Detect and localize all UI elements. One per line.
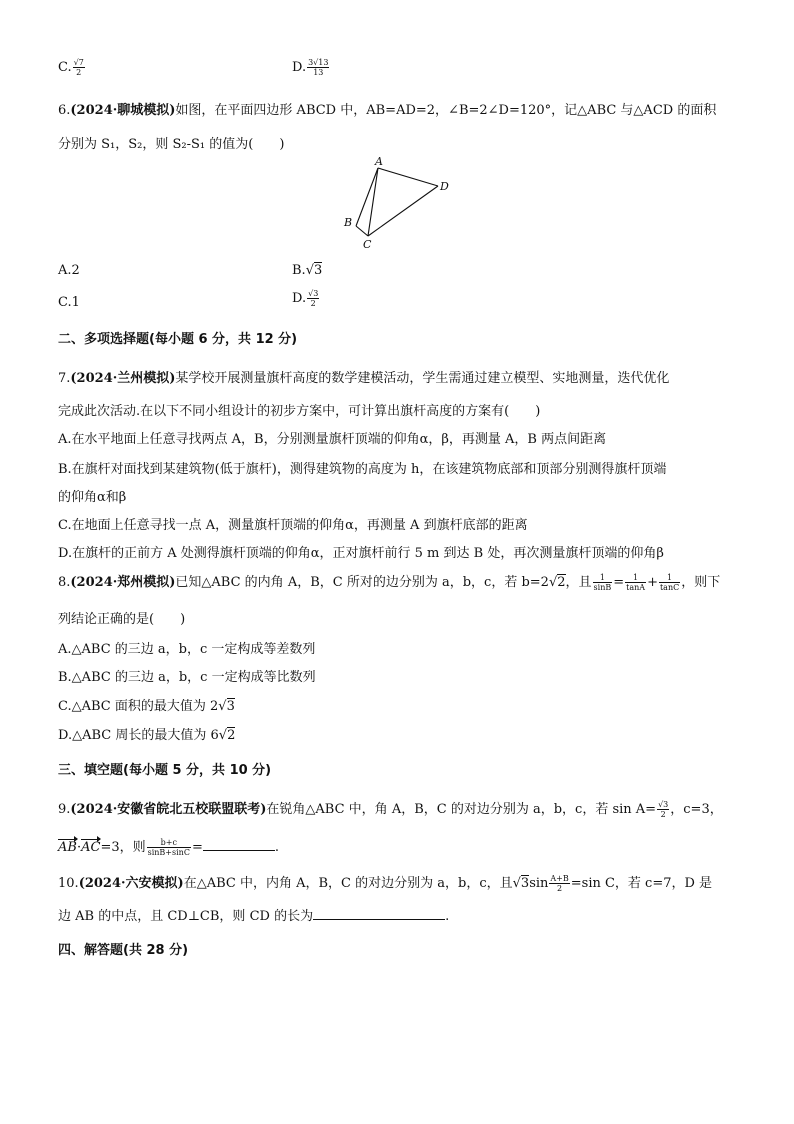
q10-answer-blank[interactable] [313, 908, 445, 920]
q7-option-b: B.在旗杆对面找到某建筑物(低于旗杆)，测得建筑物的高度为 h，在该建筑物底部和顶部分别测得旗杆顶端 [58, 462, 667, 477]
q10-line1: 10.(2024·六安模拟)在△ABC 中，内角 A，B，C 的对边分别为 a，b，c，且√3sin $\frac{A+B}{2}$ =sin C，若 c=7，D 是 [58, 874, 713, 893]
q8-option-c: C.△ABC 面积的最大值为 2√3 [58, 699, 235, 714]
label-a: A [375, 155, 383, 168]
q5-option-d: D. $\frac{3√13}{13}$ [292, 58, 329, 77]
q5-option-c: C. $\frac{√7}{2}$ [58, 58, 84, 77]
q6-quadrilateral-figure [340, 154, 460, 252]
label-d: D [440, 180, 449, 193]
q7-line2: 完成此次活动.在以下不同小组设计的初步方案中，可计算出旗杆高度的方案有( ) [58, 404, 541, 419]
q9-line2: AB·AC=3，则 $\frac{b+c}{\sin B+\sin C}$ = . [58, 838, 279, 857]
q6-option-b: B.√3 [292, 263, 323, 278]
q6-source: (2024·聊城模拟) [70, 103, 176, 118]
q9-line1: 9.(2024·安徽省皖北五校联盟联考)在锐角△ABC 中，角 A，B，C 的对边分别为 a，b，c，若 sin A= $\frac{√3}{2}$ ，c=3， [58, 800, 723, 819]
q8-option-b: B.△ABC 的三边 a，b，c 一定构成等比数列 [58, 670, 316, 685]
section-heading-multiple-choice: 二、多项选择题(每小题 6 分，共 12 分) [58, 332, 298, 347]
q7-option-c: C.在地面上任意寻找一点 A，测量旗杆顶端的仰角α，再测量 A 到旗杆底部的距离 [58, 518, 528, 533]
q8-option-a: A.△ABC 的三边 a，b，c 一定构成等差数列 [58, 642, 316, 657]
label-b: B [344, 216, 353, 229]
q7-option-a: A.在水平地面上任意寻找两点 A，B，分别测量旗杆顶端的仰角α，β，再测量 A，B 两点间距离 [58, 432, 607, 447]
q10-line2: 边 AB 的中点，且 CD⊥CB，则 CD 的长为 . [58, 909, 450, 924]
q9-answer-blank[interactable] [203, 839, 275, 851]
q6-option-c: C.1 [58, 295, 80, 310]
q7-source: (2024·兰州模拟) [70, 371, 176, 386]
q8-line2: 列结论正确的是( ) [58, 612, 186, 627]
q9-source: (2024·安徽省皖北五校联盟联考) [70, 802, 267, 817]
q8-line1: 8.(2024·郑州模拟)已知△ABC 的内角 A，B，C 所对的边分别为 a，b，c，若 b=2√2，且 $\frac{1}{\sin B}$ = $\frac{1}{\tan A}$ + $\frac{1}{\tan C}$ ，则下 [58, 573, 721, 592]
q6-option-a: A.2 [58, 263, 80, 278]
q10-source: (2024·六安模拟) [78, 876, 184, 891]
q7-option-b-cont: 的仰角α和β [58, 490, 127, 505]
q7-line1: 7.(2024·兰州模拟)某学校开展测量旗杆高度的数学建模活动，学生需通过建立模型、实地测量，迭代优化 [58, 371, 670, 386]
section-heading-fill-in: 三、填空题(每小题 5 分，共 10 分) [58, 763, 272, 778]
q8-source: (2024·郑州模拟) [70, 575, 176, 590]
q7-option-d: D.在旗杆的正前方 A 处测得旗杆顶端的仰角α，正对旗杆前行 5 m 到达 B 处，再次测量旗杆顶端的仰角β [58, 546, 664, 561]
label-c: C [363, 238, 372, 251]
section-heading-solutions: 四、解答题(共 28 分) [58, 943, 189, 958]
q6-line1: 6.(2024·聊城模拟)如图，在平面四边形 ABCD 中，AB=AD=2，∠B=2∠D=120°，记△ABC 与△ACD 的面积 [58, 103, 717, 118]
q6-line2: 分别为 S₁，S₂，则 S₂-S₁ 的值为( ) [58, 137, 285, 152]
q8-option-d: D.△ABC 周长的最大值为 6√2 [58, 728, 236, 743]
q6-option-d: D. $\frac{√3}{2}$ [292, 289, 319, 308]
